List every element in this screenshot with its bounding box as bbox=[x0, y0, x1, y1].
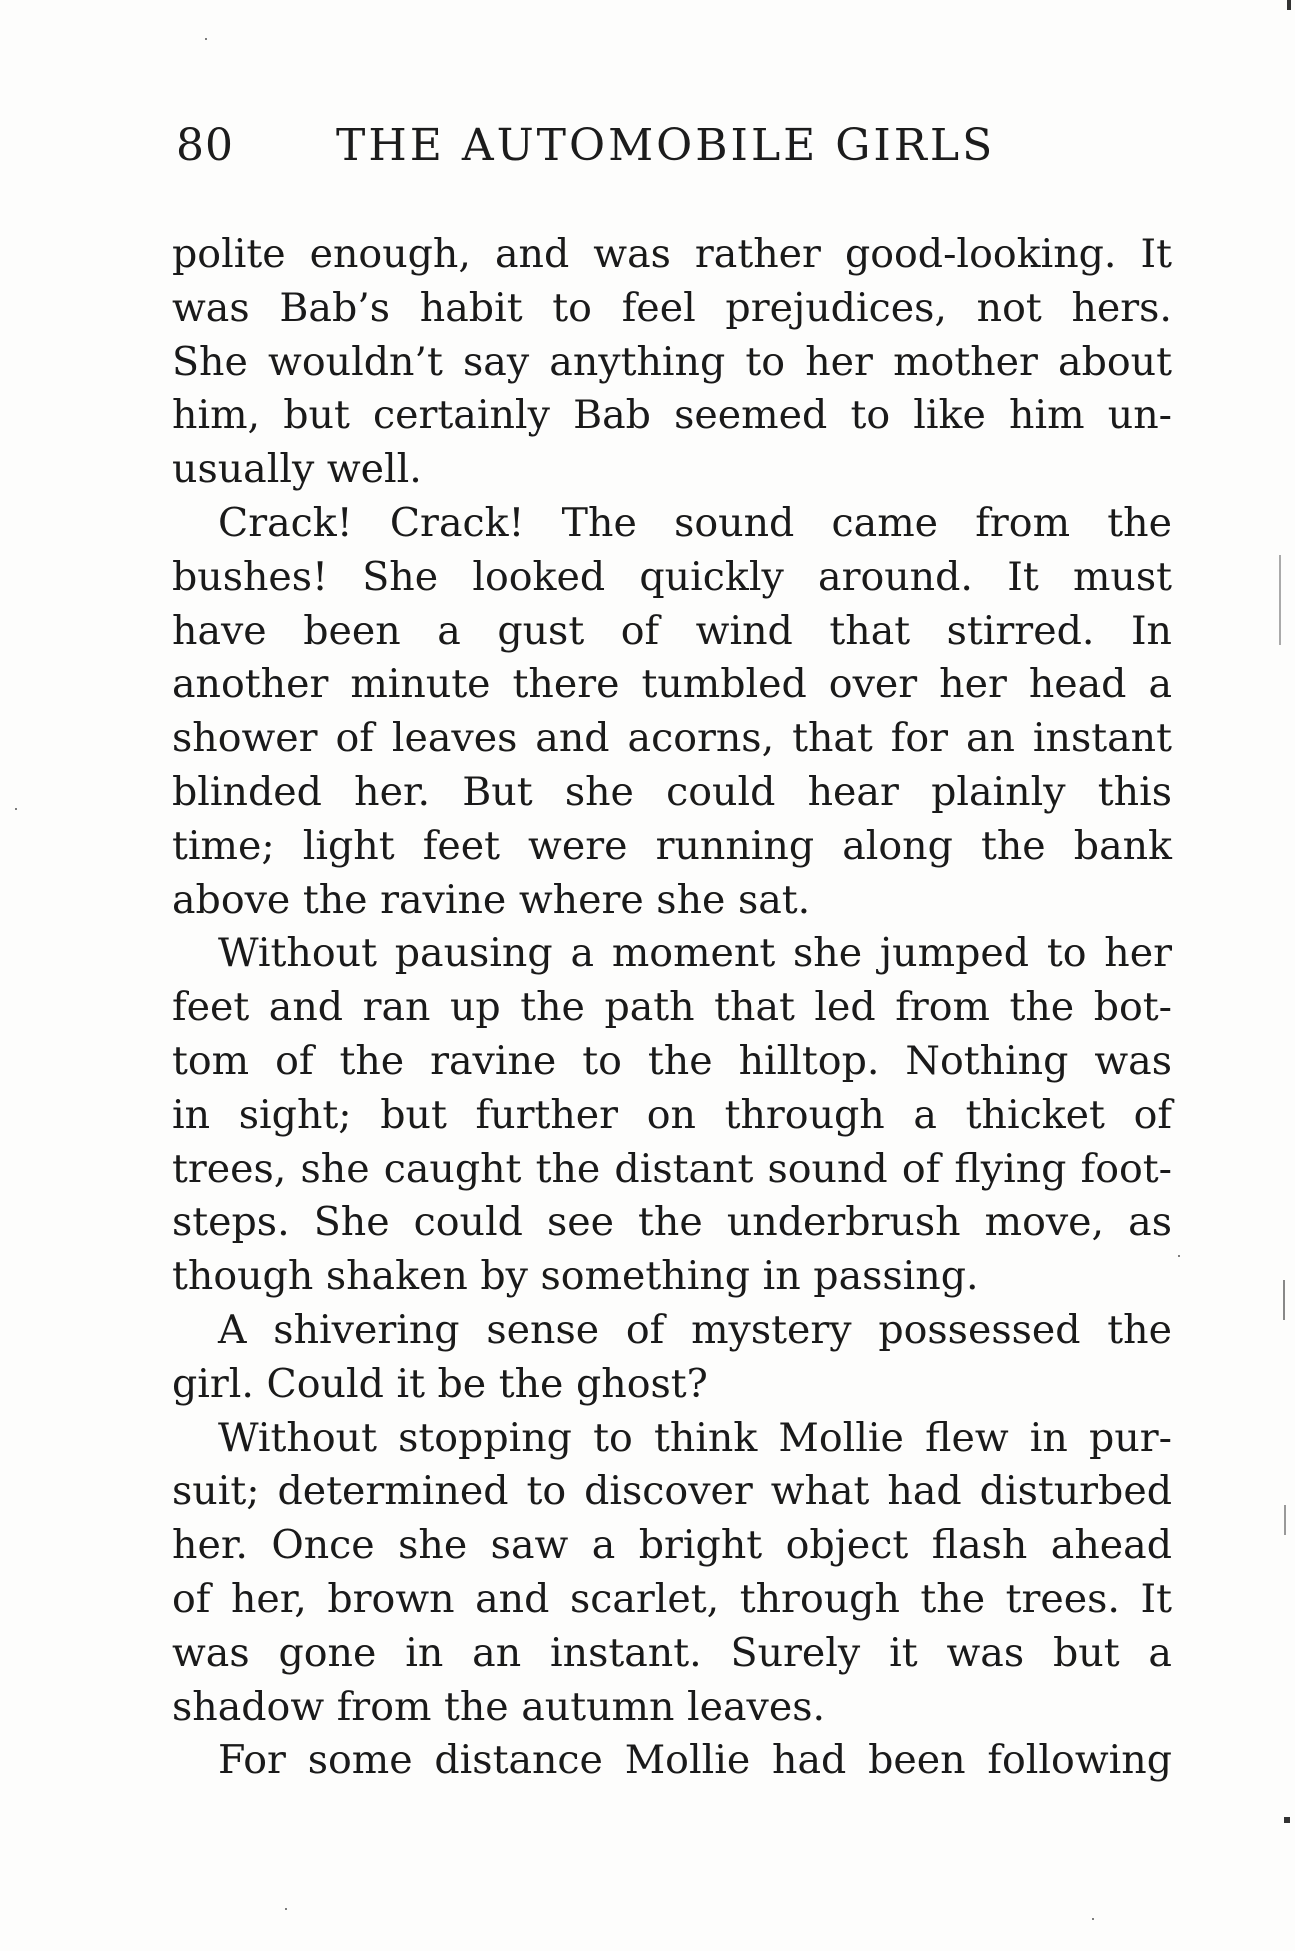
text-line: usually well. bbox=[172, 446, 422, 493]
scan-speck bbox=[205, 38, 207, 40]
scan-edge-mark bbox=[1287, 0, 1291, 10]
text-line: steps. She could see the underbrush move, as bbox=[172, 1199, 1172, 1246]
text-line: have been a gust of wind that stirred. In bbox=[172, 607, 1172, 654]
text-line: Without pausing a moment she jumped to her bbox=[218, 930, 1172, 977]
body-text bbox=[172, 228, 1172, 1788]
text-line: shower of leaves and acorns, that for an instant bbox=[172, 715, 1172, 762]
text-line: She wouldn’t say anything to her mother about bbox=[172, 338, 1172, 385]
text-line: was Bab’s habit to feel prejudices, not hers. bbox=[172, 284, 1172, 331]
scan-speck bbox=[1092, 1918, 1094, 1920]
text-line: him, but certainly Bab seemed to like him un- bbox=[172, 392, 1172, 439]
text-line: time; light feet were running along the bank bbox=[172, 822, 1172, 869]
text-line: above the ravine where she sat. bbox=[172, 876, 811, 923]
text-line: feet and ran up the path that led from the bot- bbox=[172, 984, 1172, 1031]
text-line: bushes! She looked quickly around. It must bbox=[172, 553, 1172, 600]
text-line: blinded her. But she could hear plainly this bbox=[172, 768, 1172, 815]
running-title: THE AUTOMOBILE GIRLS bbox=[336, 120, 996, 171]
scan-edge-mark bbox=[1283, 1280, 1285, 1320]
text-line: another minute there tumbled over her head a bbox=[172, 661, 1172, 708]
scan-edge-mark bbox=[1284, 1817, 1290, 1823]
text-line: of her, brown and scarlet, through the trees. It bbox=[172, 1575, 1172, 1622]
scan-edge-mark bbox=[1284, 1505, 1286, 1535]
text-line: polite enough, and was rather good-looking. It bbox=[172, 231, 1172, 277]
text-line: was gone in an instant. Surely it was but a bbox=[172, 1629, 1172, 1676]
text-line: in sight; but further on through a thicket of bbox=[172, 1091, 1172, 1138]
page-header bbox=[176, 120, 1176, 180]
text-line: girl. Could it be the ghost? bbox=[172, 1360, 708, 1407]
scan-speck bbox=[15, 808, 17, 810]
page-number: 80 bbox=[176, 120, 234, 171]
text-line: her. Once she saw a bright object flash ahead bbox=[172, 1522, 1172, 1569]
text-line: For some distance Mollie had been following bbox=[218, 1737, 1172, 1784]
scan-edge-mark bbox=[1279, 555, 1281, 645]
scan-speck bbox=[285, 1908, 287, 1910]
text-line: shadow from the autumn leaves. bbox=[172, 1683, 826, 1730]
text-line: A shivering sense of mystery possessed the bbox=[218, 1306, 1172, 1353]
text-line: Crack! Crack! The sound came from the bbox=[218, 499, 1172, 546]
text-line: trees, she caught the distant sound of flying foot- bbox=[172, 1145, 1172, 1192]
scan-speck bbox=[1178, 1255, 1180, 1257]
text-line: though shaken by something in passing. bbox=[172, 1253, 979, 1300]
text-line: tom of the ravine to the hilltop. Nothing was bbox=[172, 1037, 1172, 1084]
text-line: Without stopping to think Mollie flew in pur- bbox=[218, 1414, 1172, 1461]
text-line: suit; determined to discover what had disturbed bbox=[172, 1468, 1172, 1515]
